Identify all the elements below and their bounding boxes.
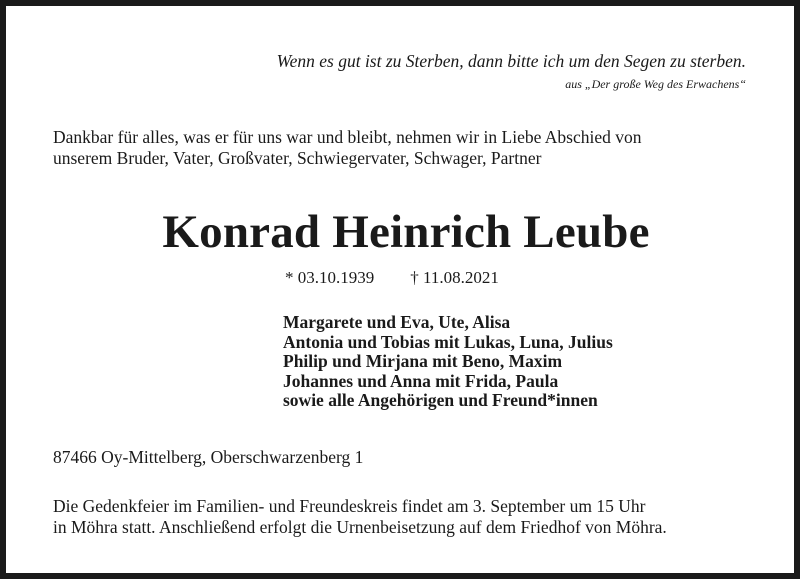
intro-line: unserem Bruder, Vater, Großvater, Schwiegervater, Schwager, Partner xyxy=(53,148,542,168)
mourner-line: sowie alle Angehörigen und Freund*innen xyxy=(283,390,598,410)
address: 87466 Oy-Mittelberg, Oberschwarzenberg 1 xyxy=(53,447,364,467)
mourner-line: Johannes und Anna mit Frida, Paula xyxy=(283,370,559,391)
notice-line: in Möhra statt. Anschließend erfolgt die Urnenbeisetzung auf dem Friedhof von Möhra. xyxy=(53,517,667,537)
intro-text xyxy=(53,127,642,169)
mourner-line: Antonia und Tobias mit Lukas, Luna, Julius xyxy=(283,331,613,352)
deceased-name: Konrad Heinrich Leube xyxy=(162,206,650,258)
motto-quote: Wenn es gut ist zu Sterben, dann bitte ich um den Segen zu sterben. xyxy=(276,51,746,71)
life-dates xyxy=(285,268,499,288)
motto-source: aus „Der große Weg des Erwachens“ xyxy=(565,77,746,91)
memorial-notice xyxy=(53,496,667,538)
death-date: † 11.08.2021 xyxy=(410,268,499,287)
mourners-list xyxy=(283,313,613,411)
notice-line: Die Gedenkfeier im Familien- und Freundeskreis findet am 3. September um 15 Uhr xyxy=(53,496,646,516)
birth-date: * 03.10.1939 xyxy=(285,268,375,287)
mourner-line: Philip und Mirjana mit Beno, Maxim xyxy=(283,351,563,371)
intro-line: Dankbar für alles, was er für uns war und bleibt, nehmen wir in Liebe Abschied von xyxy=(53,127,642,147)
mourner-line: Margarete und Eva, Ute, Alisa xyxy=(283,312,511,332)
